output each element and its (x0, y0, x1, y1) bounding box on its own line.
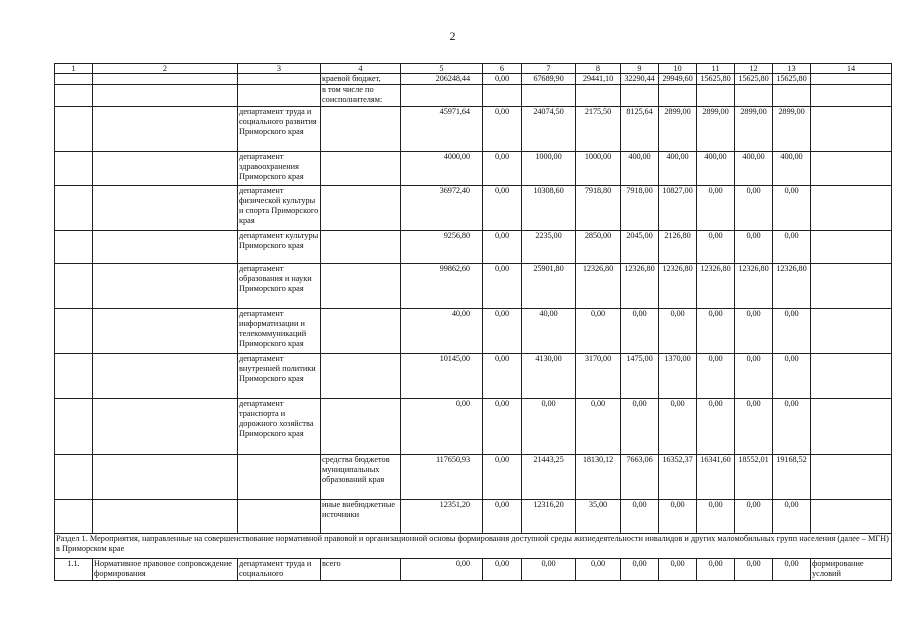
funding-source-cell (321, 152, 401, 186)
result-cell (811, 264, 892, 309)
column-number: 9 (621, 64, 659, 74)
amount-cell: 12326,80 (697, 264, 735, 309)
result-cell (811, 231, 892, 264)
column-number: 11 (697, 64, 735, 74)
amount-cell: 12326,80 (621, 264, 659, 309)
amount-cell: 29949,60 (659, 74, 697, 85)
funding-source-cell (321, 107, 401, 152)
amount-cell (522, 85, 576, 107)
column-number: 2 (93, 64, 238, 74)
amount-cell: 29441,10 (576, 74, 621, 85)
table-row (55, 455, 892, 500)
amount-cell: 0,00 (735, 231, 773, 264)
item-number-cell (55, 264, 93, 309)
amount-cell: 99862,60 (401, 264, 483, 309)
executor-cell: департамент труда и социального развития Приморского края (238, 107, 321, 152)
amount-cell: 0,00 (483, 152, 522, 186)
column-number: 5 (401, 64, 483, 74)
amount-cell: 0,00 (483, 309, 522, 354)
amount-cell: 0,00 (773, 354, 811, 399)
executor-cell: департамент физической культуры и спорта Приморского края (238, 186, 321, 231)
amount-cell: 16352,37 (659, 455, 697, 500)
executor-cell (238, 455, 321, 500)
measure-name-cell (93, 231, 238, 264)
amount-cell: 4000,00 (401, 152, 483, 186)
measure-name-cell (93, 500, 238, 534)
amount-cell: 0,00 (621, 399, 659, 455)
executor-cell: департамент здравоохранения Приморского края (238, 152, 321, 186)
amount-cell (735, 85, 773, 107)
amount-cell: 0,00 (735, 500, 773, 534)
measure-name-cell (93, 455, 238, 500)
table-row (55, 107, 892, 152)
funding-source-cell: средства бюджетов муниципальных образований края (321, 455, 401, 500)
item-number-cell (55, 354, 93, 399)
amount-cell: 25901,80 (522, 264, 576, 309)
amount-cell (621, 85, 659, 107)
amount-cell: 7918,00 (621, 186, 659, 231)
budget-table (54, 63, 892, 581)
funding-source-cell: иные внебюджетные источники (321, 500, 401, 534)
amount-cell: 0,00 (522, 559, 576, 581)
item-number-cell (55, 107, 93, 152)
amount-cell: 400,00 (659, 152, 697, 186)
amount-cell (697, 85, 735, 107)
amount-cell: 0,00 (773, 399, 811, 455)
table-row (55, 354, 892, 399)
amount-cell: 0,00 (522, 399, 576, 455)
measure-name-cell (93, 354, 238, 399)
funding-source-cell (321, 264, 401, 309)
amount-cell: 117650,93 (401, 455, 483, 500)
amount-cell: 1000,00 (522, 152, 576, 186)
amount-cell: 8125,64 (621, 107, 659, 152)
executor-cell: департамент образования и науки Приморского края (238, 264, 321, 309)
item-number-cell (55, 74, 93, 85)
executor-cell (238, 500, 321, 534)
result-cell (811, 455, 892, 500)
funding-source-cell: всего (321, 559, 401, 581)
column-number: 14 (811, 64, 892, 74)
amount-cell (576, 85, 621, 107)
column-number: 3 (238, 64, 321, 74)
measure-name-cell (93, 107, 238, 152)
amount-cell: 0,00 (483, 500, 522, 534)
amount-cell: 7663,06 (621, 455, 659, 500)
amount-cell (773, 85, 811, 107)
item-number-cell (55, 85, 93, 107)
column-number: 10 (659, 64, 697, 74)
amount-cell: 0,00 (483, 399, 522, 455)
amount-cell: 0,00 (401, 399, 483, 455)
amount-cell: 400,00 (773, 152, 811, 186)
amount-cell: 15625,80 (697, 74, 735, 85)
measure-name-cell (93, 85, 238, 107)
amount-cell: 0,00 (735, 186, 773, 231)
amount-cell: 0,00 (773, 559, 811, 581)
column-number: 12 (735, 64, 773, 74)
executor-cell: департамент труда и социального (238, 559, 321, 581)
item-number-cell (55, 309, 93, 354)
result-cell (811, 399, 892, 455)
amount-cell: 0,00 (401, 559, 483, 581)
amount-cell: 0,00 (697, 186, 735, 231)
amount-cell: 0,00 (659, 399, 697, 455)
measure-name-cell (93, 152, 238, 186)
amount-cell: 3170,00 (576, 354, 621, 399)
table-row (55, 559, 892, 581)
result-cell (811, 309, 892, 354)
table-row (55, 309, 892, 354)
table-row (55, 264, 892, 309)
amount-cell: 0,00 (773, 500, 811, 534)
amount-cell: 67689,90 (522, 74, 576, 85)
amount-cell: 12351,20 (401, 500, 483, 534)
amount-cell: 12326,80 (576, 264, 621, 309)
amount-cell: 0,00 (483, 559, 522, 581)
measure-name-cell: Нормативное правовое сопровождение формирования (93, 559, 238, 581)
executor-cell (238, 74, 321, 85)
amount-cell: 0,00 (483, 74, 522, 85)
amount-cell: 35,00 (576, 500, 621, 534)
amount-cell: 2850,00 (576, 231, 621, 264)
executor-cell: департамент информатизации и телекоммуникаций Приморского края (238, 309, 321, 354)
item-number-cell: 1.1. (55, 559, 93, 581)
amount-cell: 0,00 (659, 309, 697, 354)
amount-cell: 0,00 (483, 455, 522, 500)
amount-cell: 0,00 (697, 500, 735, 534)
amount-cell: 0,00 (773, 186, 811, 231)
section-title: Раздел 1. Мероприятия, направленные на совершенствование нормативной правовой и организационной основы формирования доступной среды жизнедеятельности инвалидов и других маломобильных групп населения (далее – МГН) в Приморском крае (55, 534, 892, 559)
measure-name-cell (93, 399, 238, 455)
column-number: 7 (522, 64, 576, 74)
amount-cell (483, 85, 522, 107)
table-row (55, 500, 892, 534)
amount-cell: 0,00 (483, 354, 522, 399)
executor-cell: департамент внутренней политики Приморского края (238, 354, 321, 399)
amount-cell: 2899,00 (659, 107, 697, 152)
amount-cell: 0,00 (621, 309, 659, 354)
table-row (55, 186, 892, 231)
amount-cell: 0,00 (483, 107, 522, 152)
amount-cell: 0,00 (576, 559, 621, 581)
amount-cell: 2899,00 (735, 107, 773, 152)
column-number: 4 (321, 64, 401, 74)
funding-source-cell (321, 354, 401, 399)
amount-cell: 0,00 (697, 231, 735, 264)
amount-cell: 0,00 (697, 399, 735, 455)
amount-cell: 12326,80 (659, 264, 697, 309)
result-cell (811, 107, 892, 152)
funding-source-cell (321, 309, 401, 354)
amount-cell: 2899,00 (773, 107, 811, 152)
measure-name-cell (93, 264, 238, 309)
amount-cell: 400,00 (621, 152, 659, 186)
amount-cell: 2126,80 (659, 231, 697, 264)
measure-name-cell (93, 309, 238, 354)
amount-cell: 18130,12 (576, 455, 621, 500)
amount-cell: 206248,44 (401, 74, 483, 85)
item-number-cell (55, 186, 93, 231)
amount-cell: 4130,00 (522, 354, 576, 399)
amount-cell: 2899,00 (697, 107, 735, 152)
result-cell (811, 74, 892, 85)
amount-cell: 12316,20 (522, 500, 576, 534)
amount-cell (659, 85, 697, 107)
amount-cell: 36972,40 (401, 186, 483, 231)
table-row (55, 231, 892, 264)
amount-cell: 7918,80 (576, 186, 621, 231)
amount-cell: 10827,00 (659, 186, 697, 231)
result-cell (811, 85, 892, 107)
amount-cell: 0,00 (735, 399, 773, 455)
amount-cell: 0,00 (697, 559, 735, 581)
amount-cell (401, 85, 483, 107)
table-row (55, 85, 892, 107)
executor-cell: департамент транспорта и дорожного хозяйства Приморского края (238, 399, 321, 455)
item-number-cell (55, 500, 93, 534)
amount-cell: 9256,80 (401, 231, 483, 264)
funding-source-cell: в том числе по соисполнителям: (321, 85, 401, 107)
amount-cell: 0,00 (659, 559, 697, 581)
result-cell (811, 152, 892, 186)
amount-cell: 2175,50 (576, 107, 621, 152)
amount-cell: 15625,80 (773, 74, 811, 85)
amount-cell: 0,00 (659, 500, 697, 534)
item-number-cell (55, 231, 93, 264)
funding-source-cell (321, 399, 401, 455)
result-cell (811, 500, 892, 534)
amount-cell: 32290,44 (621, 74, 659, 85)
amount-cell: 1475,00 (621, 354, 659, 399)
amount-cell: 12326,80 (735, 264, 773, 309)
funding-source-cell (321, 186, 401, 231)
amount-cell: 1370,00 (659, 354, 697, 399)
amount-cell: 10145,00 (401, 354, 483, 399)
page-number: 2 (449, 29, 456, 43)
table-row (55, 399, 892, 455)
amount-cell: 40,00 (522, 309, 576, 354)
amount-cell: 0,00 (621, 559, 659, 581)
result-cell (811, 354, 892, 399)
amount-cell: 40,00 (401, 309, 483, 354)
item-number-cell (55, 455, 93, 500)
measure-name-cell (93, 186, 238, 231)
amount-cell: 12326,80 (773, 264, 811, 309)
amount-cell: 0,00 (483, 231, 522, 264)
amount-cell: 18552,01 (735, 455, 773, 500)
amount-cell: 0,00 (735, 559, 773, 581)
amount-cell: 2235,00 (522, 231, 576, 264)
amount-cell: 0,00 (773, 309, 811, 354)
column-number: 13 (773, 64, 811, 74)
amount-cell: 10308,60 (522, 186, 576, 231)
table-row (55, 152, 892, 186)
amount-cell: 0,00 (697, 354, 735, 399)
column-number-row (55, 64, 892, 74)
funding-source-cell: краевой бюджет, (321, 74, 401, 85)
column-number: 6 (483, 64, 522, 74)
amount-cell: 15625,80 (735, 74, 773, 85)
amount-cell: 2045,00 (621, 231, 659, 264)
executor-cell: департамент культуры Приморского края (238, 231, 321, 264)
result-cell: формирование условий (811, 559, 892, 581)
item-number-cell (55, 152, 93, 186)
amount-cell: 19168,52 (773, 455, 811, 500)
amount-cell: 45971,64 (401, 107, 483, 152)
measure-name-cell (93, 74, 238, 85)
amount-cell: 0,00 (735, 309, 773, 354)
amount-cell: 1000,00 (576, 152, 621, 186)
column-number: 8 (576, 64, 621, 74)
funding-source-cell (321, 231, 401, 264)
executor-cell (238, 85, 321, 107)
amount-cell: 0,00 (576, 309, 621, 354)
amount-cell: 400,00 (735, 152, 773, 186)
section-title-row (55, 534, 892, 559)
amount-cell: 0,00 (773, 231, 811, 264)
amount-cell: 16341,60 (697, 455, 735, 500)
amount-cell: 0,00 (621, 500, 659, 534)
amount-cell: 0,00 (576, 399, 621, 455)
amount-cell: 21443,25 (522, 455, 576, 500)
amount-cell: 0,00 (483, 186, 522, 231)
amount-cell: 0,00 (483, 264, 522, 309)
table-row (55, 74, 892, 85)
amount-cell: 0,00 (735, 354, 773, 399)
column-number: 1 (55, 64, 93, 74)
amount-cell: 24074,50 (522, 107, 576, 152)
amount-cell: 400,00 (697, 152, 735, 186)
result-cell (811, 186, 892, 231)
item-number-cell (55, 399, 93, 455)
amount-cell: 0,00 (697, 309, 735, 354)
